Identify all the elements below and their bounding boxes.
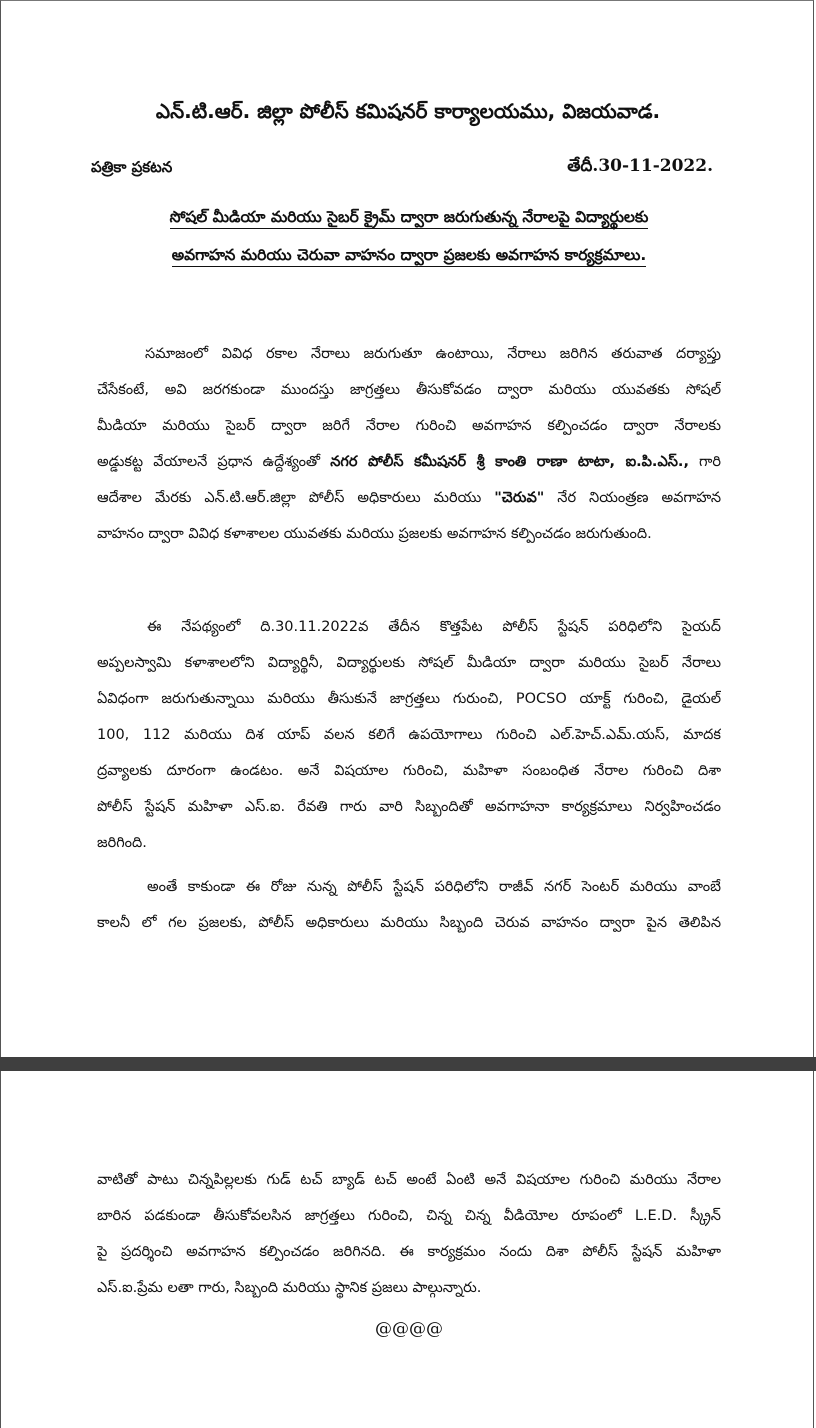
paragraph-1 bbox=[97, 336, 721, 552]
commissioner-name: నగర పోలీస్ కమీషనర్ శ్రీ కాంతి రాణా టాటా, ఐ.పి.ఎస్., bbox=[330, 454, 689, 470]
paragraph-line: పై ప్రదర్శించి అవగాహన కల్పించడం జరిగినది. ఈ కార్యక్రమం నందు దిశా పోలీస్ స్టేషన్ మహిళా bbox=[97, 1244, 721, 1260]
paragraph-line: 100, 112 మరియు దిశ యాప్ వలన కలిగే ఉపయోగాలు గురించి ఎల్.హెచ్.ఎమ్.యస్, మాదక bbox=[97, 727, 721, 743]
paragraph-line: ఏవిధంగా జరుగుతున్నాయి మరియు తీసుకునే జాగ్రత్తలు గురుంచి, POCSO యాక్ట్ గురించి, డైయల్ bbox=[97, 691, 721, 707]
paragraph-line: సమాజంలో వివిధ రకాల నేరాలు జరుగుతూ ఉంటాయి, నేరాలు జరిగిన తరువాత దర్యాప్తు bbox=[145, 346, 721, 362]
press-release-label: పత్రికా ప్రకటన bbox=[91, 158, 173, 176]
closing-signature: @@@@ bbox=[375, 1319, 443, 1339]
subject-heading bbox=[119, 198, 699, 274]
paragraph-4 bbox=[97, 1162, 721, 1306]
line-text: నేర నియంత్రణ అవగాహన bbox=[544, 490, 721, 506]
paragraph-line: ద్రవ్యాలకు దూరంగా ఉండటం. అనే విషయాల గురించి, మహిళా సంబంధిత నేరాల గురించి దిశా bbox=[97, 763, 721, 779]
paragraph-line: మీడియా మరియు సైబర్ ద్వారా జరిగే నేరాల గురించి అవగాహన కల్పించడం ద్వారా నేరాలకు bbox=[97, 418, 721, 434]
paragraph-3 bbox=[97, 869, 721, 941]
subject-line: అవగాహన మరియు చెరువా వాహనం ద్వారా ప్రజలకు అవగాహన కార్యక్రమాలు. bbox=[172, 246, 647, 267]
paragraph-line: ఎస్.ఐ.ప్రేమ లతా గారు, సిబ్బంది మరియు స్థానిక ప్రజలు పాల్గున్నారు. bbox=[97, 1280, 482, 1296]
paragraph-line: వాటితో పాటు చిన్నపిల్లలకు గుడ్ టచ్ బ్యాడ్ టచ్ అంటే ఏంటి అనే విషయాల గురించి మరియు నేరాల bbox=[97, 1172, 721, 1188]
paragraph-line: జరిగింది. bbox=[97, 835, 147, 851]
office-title: ఎన్.టి.ఆర్. జిల్లా పోలీస్ కమిషనర్ కార్యాలయము, విజయవాడ. bbox=[155, 99, 661, 123]
line-text: గారి bbox=[688, 454, 721, 470]
paragraph-line: వాహనం ద్వారా వివిధ కళాశాలల యువతకు మరియు ప్రజలకు అవగాహన కల్పించడం జరుగుతుంది. bbox=[97, 526, 652, 542]
paragraph-line: బారిన పడకుండా తీసుకోవలసిన జాగ్రత్తలు గురించి, చిన్న చిన్న వీడియోల రూపంలో L.E.D. స్క్రీన్ bbox=[97, 1208, 721, 1224]
paragraph-line: ఈ నేపథ్యంలో ది.30.11.2022వ తేదీన కొత్తపేట పోలీస్ స్టేషన్ పరిధిలోని సైయద్ bbox=[147, 619, 721, 635]
paragraph-line: అప్పలస్వామి కళాశాలలోని విద్యార్థినీ, విద్యార్థులకు సోషల్ మీడియా ద్వారా మరియు సైబర్ నేరాలు bbox=[97, 655, 721, 671]
paragraph-line bbox=[97, 480, 721, 516]
vehicle-name: "చెరువ" bbox=[494, 490, 545, 506]
paragraph-line: పోలీస్ స్టేషన్ మహిళా ఎస్.ఐ. రేవతి గారు వారి సిబ్బందితో అవగాహనా కార్యక్రమాలు నిర్వహించడం bbox=[97, 799, 721, 815]
paragraph-line: చేసేకంటే, అవి జరగకుండా ముందస్తు జాగ్రత్తలు తీసుకోవడం ద్వారా మరియు యువతకు సోషల్ bbox=[97, 382, 721, 398]
line-text: ఆదేశాల మేరకు ఎన్.టి.ఆర్.జిల్లా పోలీస్ అధికారులు మరియు bbox=[97, 490, 495, 506]
press-release-date: తేదీ.30-11-2022. bbox=[567, 156, 713, 176]
paragraph-line bbox=[97, 444, 721, 480]
document-page-2 bbox=[0, 1071, 814, 1428]
page-separator bbox=[0, 1057, 816, 1071]
paragraph-2 bbox=[97, 609, 721, 861]
paragraph-line: అంతే కాకుండా ఈ రోజు నున్న పోలీస్ స్టేషన్ పరిధిలోని రాజీవ్ నగర్ సెంటర్ మరియు వాంబే bbox=[147, 879, 721, 895]
paragraph-line: కాలనీ లో గల ప్రజలకు, పోలీస్ అధికారులు మరియు సిబ్బంది చెరువ వాహనం ద్వారా పైన తెలిపిన bbox=[97, 915, 721, 931]
line-text: అడ్డుకట్ట వేయాలనే ప్రధాన ఉద్దేశ్యంతో bbox=[97, 454, 331, 470]
subject-line: సోషల్ మీడియా మరియు సైబర్ క్రైమ్ ద్వారా జరుగుతున్న నేరాలపై విద్యార్థులకు bbox=[170, 208, 649, 229]
